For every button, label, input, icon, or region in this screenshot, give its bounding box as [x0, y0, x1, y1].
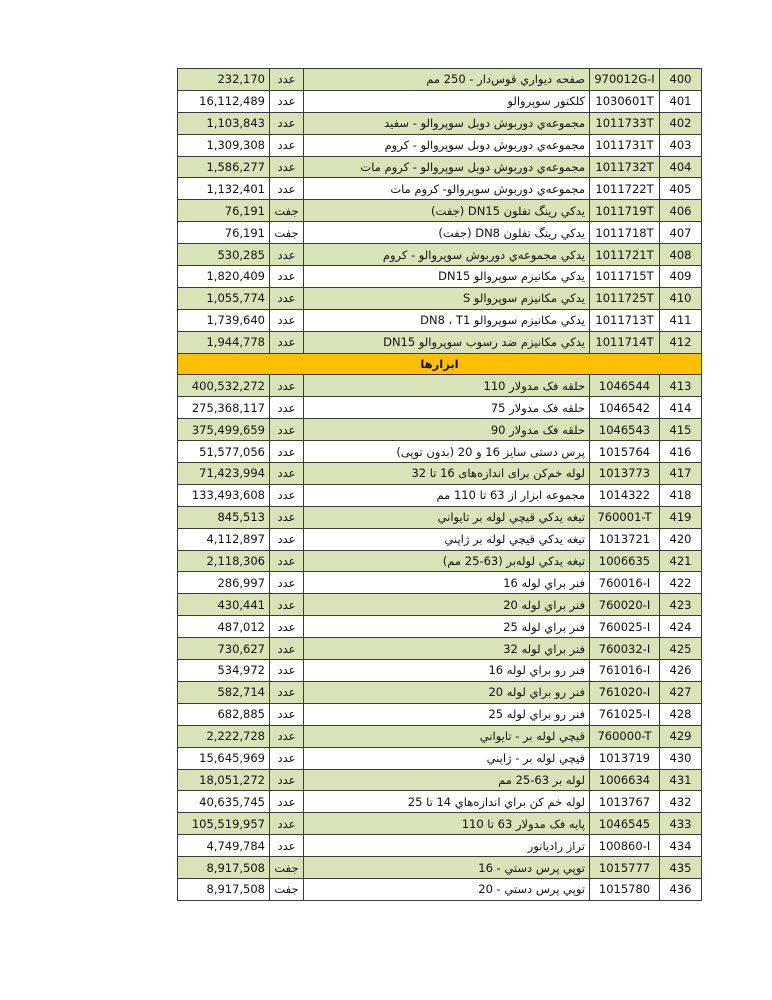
- price-cell: 682,885: [178, 703, 270, 725]
- table-row: [178, 309, 702, 331]
- description-cell: حلقه فک مدولار 75: [304, 397, 590, 419]
- description-cell: مجموعه ابزار از 63 تا 110 مم: [304, 484, 590, 506]
- description-cell: فنر رو براي لوله 16: [304, 660, 590, 682]
- table-row: [178, 156, 702, 178]
- product-code-cell: 760000-T: [590, 725, 660, 747]
- row-number-cell: 422: [660, 572, 702, 594]
- unit-cell: عدد: [270, 681, 304, 703]
- unit-cell: عدد: [270, 309, 304, 331]
- table-row: [178, 506, 702, 528]
- price-cell: 71,423,994: [178, 463, 270, 485]
- description-cell: يدكي مكانيزم سوپروالو DN15: [304, 266, 590, 288]
- description-cell: تيغه يدكي لوله‌بر (63-25 مم): [304, 550, 590, 572]
- description-cell: مجموعه‌ي دوربوش سوپروالو- كروم مات: [304, 178, 590, 200]
- table-row: [178, 791, 702, 813]
- row-number-cell: 416: [660, 441, 702, 463]
- row-number-cell: 432: [660, 791, 702, 813]
- product-code-cell: 1011731T: [590, 134, 660, 156]
- price-cell: 1,739,640: [178, 309, 270, 331]
- description-cell: مجموعه‌ي دوربوش دوبل سوپروالو - كروم: [304, 134, 590, 156]
- table-row: [178, 463, 702, 485]
- description-cell: فنر براي لوله 16: [304, 572, 590, 594]
- unit-cell: عدد: [270, 397, 304, 419]
- description-cell: يدكي مكانيزم سوپروالو DN8 ، T1: [304, 309, 590, 331]
- product-code-cell: 1011725T: [590, 287, 660, 309]
- row-number-cell: 433: [660, 813, 702, 835]
- table-row: [178, 419, 702, 441]
- table-row: [178, 550, 702, 572]
- product-code-cell: 1011721T: [590, 244, 660, 266]
- row-number-cell: 427: [660, 681, 702, 703]
- description-cell: صفحه ديواري قوس‌دار - 250 مم: [304, 69, 590, 91]
- price-cell: 76,191: [178, 200, 270, 222]
- unit-cell: عدد: [270, 791, 304, 813]
- table-row: [178, 112, 702, 134]
- product-code-cell: 1013719: [590, 747, 660, 769]
- table-row: [178, 660, 702, 682]
- unit-cell: عدد: [270, 287, 304, 309]
- price-cell: 534,972: [178, 660, 270, 682]
- unit-cell: عدد: [270, 594, 304, 616]
- description-cell: حلقه فک مدولار 90: [304, 419, 590, 441]
- price-cell: 76,191: [178, 222, 270, 244]
- unit-cell: عدد: [270, 441, 304, 463]
- row-number-cell: 423: [660, 594, 702, 616]
- table-row: [178, 681, 702, 703]
- row-number-cell: 406: [660, 200, 702, 222]
- table-row: [178, 397, 702, 419]
- product-code-cell: 760016-I: [590, 572, 660, 594]
- unit-cell: جفت: [270, 222, 304, 244]
- unit-cell: عدد: [270, 419, 304, 441]
- row-number-cell: 417: [660, 463, 702, 485]
- unit-cell: عدد: [270, 725, 304, 747]
- row-number-cell: 412: [660, 331, 702, 353]
- table-row: [178, 725, 702, 747]
- unit-cell: جفت: [270, 857, 304, 879]
- table-row: [178, 287, 702, 309]
- unit-cell: عدد: [270, 484, 304, 506]
- price-cell: 2,118,306: [178, 550, 270, 572]
- row-number-cell: 408: [660, 244, 702, 266]
- row-number-cell: 426: [660, 660, 702, 682]
- row-number-cell: 425: [660, 638, 702, 660]
- table-row: [178, 835, 702, 857]
- description-cell: مجموعه‌ي دوربوش دوبل سوپروالو - سفيد: [304, 112, 590, 134]
- table-row: [178, 638, 702, 660]
- table-row: [178, 134, 702, 156]
- price-cell: 845,513: [178, 506, 270, 528]
- table-row: [178, 222, 702, 244]
- unit-cell: عدد: [270, 134, 304, 156]
- row-number-cell: 431: [660, 769, 702, 791]
- description-cell: فنر براي لوله 25: [304, 616, 590, 638]
- row-number-cell: 410: [660, 287, 702, 309]
- row-number-cell: 435: [660, 857, 702, 879]
- product-code-cell: 970012G-I: [590, 69, 660, 91]
- product-code-cell: 1046543: [590, 419, 660, 441]
- unit-cell: عدد: [270, 813, 304, 835]
- description-cell: كلكتور سوپروالو: [304, 90, 590, 112]
- unit-cell: عدد: [270, 660, 304, 682]
- product-code-cell: 761016-I: [590, 660, 660, 682]
- description-cell: لوله خم‌کن برای اندازه‌های 16 تا 32: [304, 463, 590, 485]
- product-code-cell: 1011714T: [590, 331, 660, 353]
- description-cell: يدكي مكانيزم سوپروالو S: [304, 287, 590, 309]
- row-number-cell: 405: [660, 178, 702, 200]
- unit-cell: عدد: [270, 769, 304, 791]
- unit-cell: عدد: [270, 178, 304, 200]
- unit-cell: عدد: [270, 156, 304, 178]
- price-cell: 8,917,508: [178, 857, 270, 879]
- price-cell: 232,170: [178, 69, 270, 91]
- description-cell: پایه فک مدولار 63 تا 110: [304, 813, 590, 835]
- price-cell: 1,820,409: [178, 266, 270, 288]
- price-list-body: [178, 69, 702, 901]
- price-list-table: [177, 68, 702, 901]
- price-cell: 16,112,489: [178, 90, 270, 112]
- product-code-cell: 100860-I: [590, 835, 660, 857]
- table-row: [178, 878, 702, 900]
- price-cell: 582,714: [178, 681, 270, 703]
- price-cell: 1,055,774: [178, 287, 270, 309]
- product-code-cell: 760032-I: [590, 638, 660, 660]
- product-code-cell: 761025-I: [590, 703, 660, 725]
- row-number-cell: 400: [660, 69, 702, 91]
- section-title: ابزارها: [178, 353, 702, 375]
- price-cell: 1,103,843: [178, 112, 270, 134]
- row-number-cell: 430: [660, 747, 702, 769]
- table-row: [178, 616, 702, 638]
- table-row: [178, 441, 702, 463]
- product-code-cell: 1011713T: [590, 309, 660, 331]
- unit-cell: عدد: [270, 112, 304, 134]
- price-cell: 1,586,277: [178, 156, 270, 178]
- product-code-cell: 1030601T: [590, 90, 660, 112]
- unit-cell: عدد: [270, 463, 304, 485]
- row-number-cell: 407: [660, 222, 702, 244]
- unit-cell: عدد: [270, 747, 304, 769]
- product-code-cell: 760025-I: [590, 616, 660, 638]
- row-number-cell: 424: [660, 616, 702, 638]
- product-code-cell: 1015780: [590, 878, 660, 900]
- description-cell: مجموعه‌ي دوربوش دوبل سوپروالو - كروم مات: [304, 156, 590, 178]
- description-cell: فنر براي لوله 20: [304, 594, 590, 616]
- row-number-cell: 403: [660, 134, 702, 156]
- row-number-cell: 429: [660, 725, 702, 747]
- product-code-cell: 1011715T: [590, 266, 660, 288]
- product-code-cell: 1013773: [590, 463, 660, 485]
- product-code-cell: 1011718T: [590, 222, 660, 244]
- description-cell: فنر رو براي لوله 25: [304, 703, 590, 725]
- unit-cell: عدد: [270, 638, 304, 660]
- table-row: [178, 331, 702, 353]
- table-row: [178, 528, 702, 550]
- row-number-cell: 404: [660, 156, 702, 178]
- product-code-cell: 760001-T: [590, 506, 660, 528]
- description-cell: تراز راديانور: [304, 835, 590, 857]
- price-cell: 530,285: [178, 244, 270, 266]
- price-cell: 375,499,659: [178, 419, 270, 441]
- price-cell: 430,441: [178, 594, 270, 616]
- product-code-cell: 1046545: [590, 813, 660, 835]
- description-cell: توپي پرس دستي - 20: [304, 878, 590, 900]
- price-cell: 51,577,056: [178, 441, 270, 463]
- unit-cell: عدد: [270, 835, 304, 857]
- price-cell: 275,368,117: [178, 397, 270, 419]
- product-code-cell: 1006634: [590, 769, 660, 791]
- price-cell: 1,309,308: [178, 134, 270, 156]
- row-number-cell: 421: [660, 550, 702, 572]
- row-number-cell: 419: [660, 506, 702, 528]
- description-cell: يدكي رينگ تفلون DN15 (جفت): [304, 200, 590, 222]
- description-cell: توپي پرس دستي - 16: [304, 857, 590, 879]
- unit-cell: عدد: [270, 244, 304, 266]
- unit-cell: عدد: [270, 375, 304, 397]
- row-number-cell: 401: [660, 90, 702, 112]
- unit-cell: عدد: [270, 69, 304, 91]
- row-number-cell: 434: [660, 835, 702, 857]
- price-cell: 4,749,784: [178, 835, 270, 857]
- description-cell: تيغه يدكي قيچي لوله بر ژاپني: [304, 528, 590, 550]
- description-cell: لوله خم كن براي اندازه‌هاي 14 تا 25: [304, 791, 590, 813]
- price-cell: 1,944,778: [178, 331, 270, 353]
- description-cell: قيچي لوله بر - تايواني: [304, 725, 590, 747]
- price-cell: 1,132,401: [178, 178, 270, 200]
- unit-cell: عدد: [270, 550, 304, 572]
- price-cell: 105,519,957: [178, 813, 270, 835]
- table-row: [178, 244, 702, 266]
- table-row: [178, 69, 702, 91]
- price-cell: 2,222,728: [178, 725, 270, 747]
- product-code-cell: 1011732T: [590, 156, 660, 178]
- product-code-cell: 1013767: [590, 791, 660, 813]
- table-row: [178, 703, 702, 725]
- table-row: [178, 747, 702, 769]
- row-number-cell: 414: [660, 397, 702, 419]
- price-cell: 730,627: [178, 638, 270, 660]
- unit-cell: عدد: [270, 266, 304, 288]
- row-number-cell: 420: [660, 528, 702, 550]
- description-cell: فنر رو براي لوله 20: [304, 681, 590, 703]
- product-code-cell: 1014322: [590, 484, 660, 506]
- price-cell: 40,635,745: [178, 791, 270, 813]
- table-row: [178, 90, 702, 112]
- unit-cell: عدد: [270, 506, 304, 528]
- description-cell: تيغه يدكي قيچي لوله بر تايواني: [304, 506, 590, 528]
- product-code-cell: 1015764: [590, 441, 660, 463]
- price-cell: 4,112,897: [178, 528, 270, 550]
- unit-cell: عدد: [270, 703, 304, 725]
- row-number-cell: 411: [660, 309, 702, 331]
- price-cell: 15,645,969: [178, 747, 270, 769]
- description-cell: قيچي لوله بر - ژاپني: [304, 747, 590, 769]
- product-code-cell: 1015777: [590, 857, 660, 879]
- product-code-cell: 1046544: [590, 375, 660, 397]
- table-row: [178, 813, 702, 835]
- product-code-cell: 1011722T: [590, 178, 660, 200]
- price-cell: 286,997: [178, 572, 270, 594]
- description-cell: يدكي مجموعه‌ي دوربوش سوپروالو - كروم: [304, 244, 590, 266]
- description-cell: لوله بر 63-25 مم: [304, 769, 590, 791]
- unit-cell: عدد: [270, 528, 304, 550]
- row-number-cell: 436: [660, 878, 702, 900]
- unit-cell: عدد: [270, 616, 304, 638]
- row-number-cell: 428: [660, 703, 702, 725]
- product-code-cell: 1006635: [590, 550, 660, 572]
- product-code-cell: 1046542: [590, 397, 660, 419]
- product-code-cell: 760020-I: [590, 594, 660, 616]
- table-row: [178, 484, 702, 506]
- description-cell: يدكي رينگ تفلون DN8 (جفت): [304, 222, 590, 244]
- price-cell: 18,051,272: [178, 769, 270, 791]
- section-header-tools: [178, 353, 702, 375]
- table-row: [178, 572, 702, 594]
- product-code-cell: 1011733T: [590, 112, 660, 134]
- row-number-cell: 415: [660, 419, 702, 441]
- table-row: [178, 857, 702, 879]
- row-number-cell: 402: [660, 112, 702, 134]
- product-code-cell: 761020-I: [590, 681, 660, 703]
- unit-cell: جفت: [270, 878, 304, 900]
- product-code-cell: 1013721: [590, 528, 660, 550]
- description-cell: فنر براي لوله 32: [304, 638, 590, 660]
- row-number-cell: 413: [660, 375, 702, 397]
- row-number-cell: 409: [660, 266, 702, 288]
- description-cell: يدكي مكانيزم ضد رسوب سوپروالو DN15: [304, 331, 590, 353]
- product-code-cell: 1011719T: [590, 200, 660, 222]
- row-number-cell: 418: [660, 484, 702, 506]
- description-cell: پرس دستی سایز 16 و 20 (بدون توپی): [304, 441, 590, 463]
- unit-cell: عدد: [270, 331, 304, 353]
- unit-cell: عدد: [270, 90, 304, 112]
- price-cell: 400,532,272: [178, 375, 270, 397]
- unit-cell: عدد: [270, 572, 304, 594]
- table-row: [178, 769, 702, 791]
- price-cell: 133,493,608: [178, 484, 270, 506]
- price-cell: 8,917,508: [178, 878, 270, 900]
- unit-cell: جفت: [270, 200, 304, 222]
- table-row: [178, 200, 702, 222]
- price-cell: 487,012: [178, 616, 270, 638]
- table-row: [178, 594, 702, 616]
- table-row: [178, 375, 702, 397]
- table-row: [178, 266, 702, 288]
- table-row: [178, 178, 702, 200]
- description-cell: حلقه فک مدولار 110: [304, 375, 590, 397]
